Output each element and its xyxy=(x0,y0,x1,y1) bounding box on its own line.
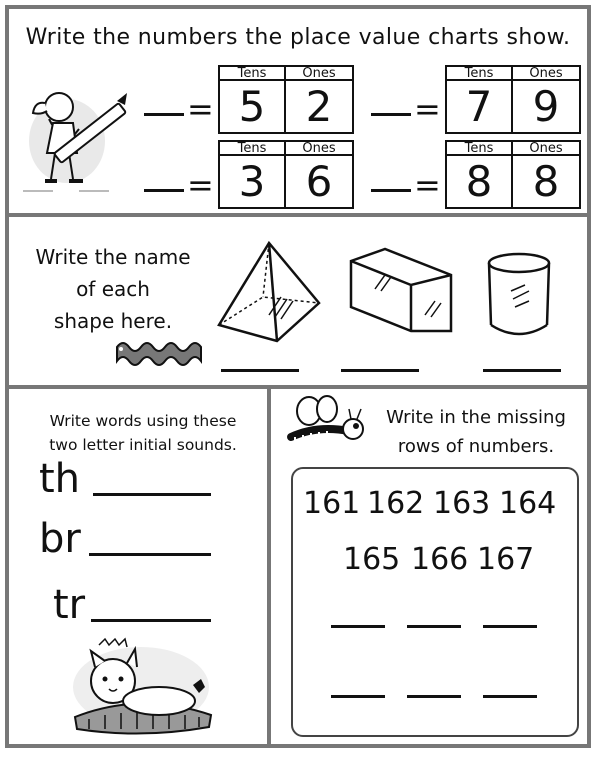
cylinder-icon xyxy=(481,251,557,339)
place-value-chart xyxy=(445,140,581,209)
ones-digit: 2 xyxy=(305,82,333,131)
caterpillar-icon xyxy=(113,337,205,367)
worksheet-page xyxy=(5,5,591,748)
shape-names-section xyxy=(9,217,587,389)
missing-number-line[interactable] xyxy=(331,625,385,628)
place-value-section xyxy=(9,9,587,217)
ones-header: Ones xyxy=(513,142,579,156)
number-value: 166 xyxy=(411,542,469,577)
instruction-line: Write the name xyxy=(35,245,191,269)
missing-rows-instruction xyxy=(371,403,581,461)
initial-sound: br xyxy=(39,516,81,562)
missing-number-line[interactable] xyxy=(407,695,461,698)
tens-header: Tens xyxy=(447,67,513,81)
equals-sign: = xyxy=(414,90,441,128)
shape-answer-line[interactable] xyxy=(341,369,419,372)
tens-digit: 7 xyxy=(447,81,513,132)
tens-header: Tens xyxy=(220,67,286,81)
equals-sign: = xyxy=(414,166,441,204)
number-value: 161 xyxy=(303,486,361,521)
number-value: 164 xyxy=(499,486,557,521)
number-value: 167 xyxy=(477,542,535,577)
shape-answer-line[interactable] xyxy=(221,369,299,372)
tens-digit: 5 xyxy=(220,81,286,132)
missing-number-line[interactable] xyxy=(407,625,461,628)
instruction-line: two letter initial sounds. xyxy=(49,436,237,454)
shape-instruction xyxy=(13,241,213,337)
tens-digit: 8 xyxy=(447,156,513,207)
pyramid-icon xyxy=(215,239,323,347)
number-value: 165 xyxy=(343,542,401,577)
equals-sign: = xyxy=(187,90,214,128)
word-answer-line[interactable] xyxy=(91,619,211,622)
cat-on-cushion-icon xyxy=(69,635,219,735)
ones-digit: 9 xyxy=(532,82,560,131)
equals-sign: = xyxy=(187,166,214,204)
girl-with-pencil-icon xyxy=(19,81,139,201)
tens-header: Tens xyxy=(447,142,513,156)
answer-blank[interactable] xyxy=(144,189,184,192)
ones-header: Ones xyxy=(513,67,579,81)
ones-digit: 6 xyxy=(305,157,333,206)
initial-sound: th xyxy=(39,456,81,502)
instruction-line: Write words using these xyxy=(49,412,237,430)
word-answer-line[interactable] xyxy=(93,493,211,496)
answer-blank[interactable] xyxy=(144,113,184,116)
sounds-instruction xyxy=(23,409,263,457)
instruction-line: rows of numbers. xyxy=(397,436,555,457)
instruction-line: shape here. xyxy=(53,309,173,333)
answer-blank[interactable] xyxy=(371,113,411,116)
missing-rows-section xyxy=(271,389,587,744)
tens-header: Tens xyxy=(220,142,286,156)
word-answer-line[interactable] xyxy=(89,553,211,556)
ones-header: Ones xyxy=(286,67,352,81)
bug-icon xyxy=(287,395,369,449)
missing-number-line[interactable] xyxy=(331,695,385,698)
initial-sounds-section xyxy=(9,389,271,744)
instruction-line: Write in the missing xyxy=(386,407,566,428)
ones-header: Ones xyxy=(286,142,352,156)
place-value-chart xyxy=(445,65,581,134)
number-value: 163 xyxy=(433,486,491,521)
place-value-chart xyxy=(218,140,354,209)
instruction-line: of each xyxy=(76,277,150,301)
missing-number-line[interactable] xyxy=(483,695,537,698)
missing-number-line[interactable] xyxy=(483,625,537,628)
number-value: 162 xyxy=(367,486,425,521)
tens-digit: 3 xyxy=(220,156,286,207)
place-value-chart xyxy=(218,65,354,134)
initial-sound: tr xyxy=(53,582,86,628)
answer-blank[interactable] xyxy=(371,189,411,192)
shape-answer-line[interactable] xyxy=(483,369,561,372)
ones-digit: 8 xyxy=(532,157,560,206)
rectangular-prism-icon xyxy=(345,245,457,337)
page-title: Write the numbers the place value charts show. xyxy=(25,25,571,50)
